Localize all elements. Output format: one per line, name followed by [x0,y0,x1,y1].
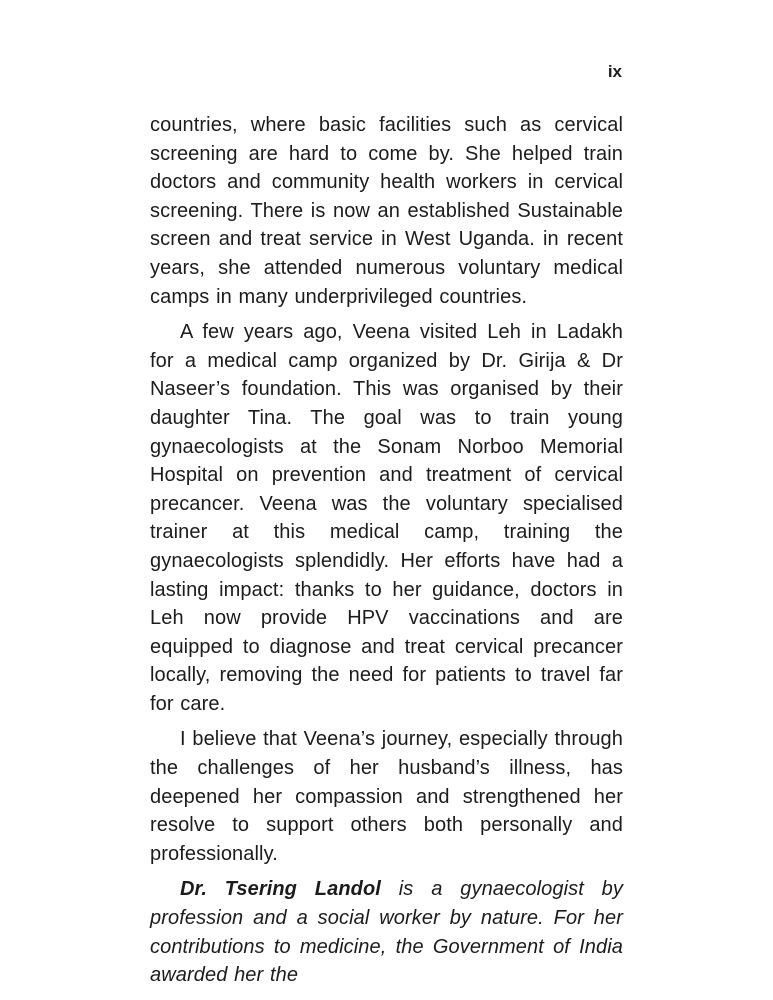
text-segment: I believe that Veena’s journey, especially through the challenges of her husband’s illness, has deepened her compassion and strengthened her resolve to support others both personally and professionally. [150,728,623,865]
paragraph [150,875,623,989]
body-text [150,111,623,997]
text-segment: countries, where basic facilities such as cervical screening are hard to come by. She helped train doctors and community health workers in cervical screening. There is now an established Sustainable screen and treat service in West Uganda. in recent years, she attended numerous voluntary medical camps in many underprivileged countries. [150,114,623,308]
paragraph [150,318,623,718]
text-segment: is a gynaecologist by profession and a social worker by nature. For her contributions to medicine, the Government of India awarded her the [150,878,623,987]
text-segment: Dr. Tsering Landol [180,878,381,901]
page-number: ix [607,62,622,81]
paragraph [150,725,623,868]
paragraph [150,111,623,311]
text-segment: A few years ago, Veena visited Leh in Ladakh for a medical camp organized by Dr. Girija & Dr Naseer’s foundation. This was organised by their daughter Tina. The goal was to train young gynaecologists at the Sonam Norboo Memorial Hospital on prevention and treatment of cervical precancer. Veena was the voluntary specialised trainer at this medical camp, training the gynaecologists splendidly. Her efforts have had a lasting impact: thanks to her guidance, doctors in Leh now provide HPV vaccinations and are equipped to diagnose and treat cervical precancer locally, removing the need for patients to travel far for care. [150,321,623,715]
